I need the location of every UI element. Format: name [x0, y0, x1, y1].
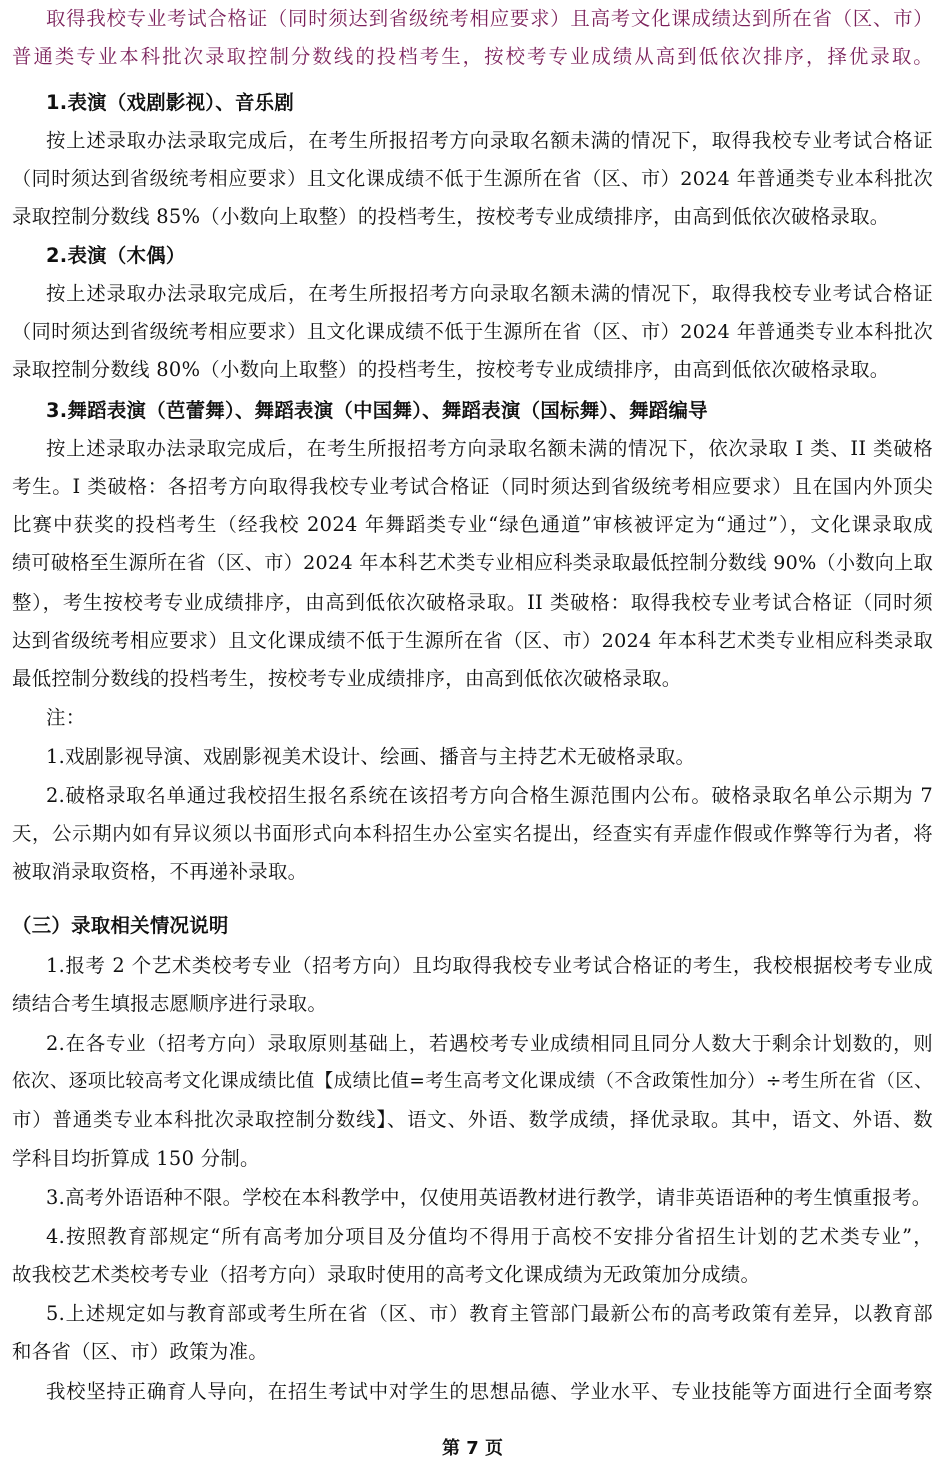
text-line: 取得我校专业考试合格证（同时须达到省级统考相应要求）且高考文化课成绩达到所在省（区、市）: [46, 7, 933, 30]
section-heading: 1.表演（戏剧影视）、音乐剧: [46, 91, 295, 114]
text-line: 最低控制分数线的投档考生，按校考专业成绩排序，由高到低依次破格录取。: [12, 667, 682, 690]
text-line: 学科目均折算成 150 分制。: [12, 1147, 260, 1170]
text-line: 和各省（区、市）政策为准。: [12, 1340, 268, 1363]
text-line: 绩可破格至生源所在省（区、市）2024 年本科艺术类专业相应科类录取最低控制分数线 90%（小数向上取: [12, 551, 933, 574]
text-line: 1.戏剧影视导演、戏剧影视美术设计、绘画、播音与主持艺术无破格录取。: [46, 745, 696, 768]
section-heading: 3.舞蹈表演（芭蕾舞）、舞蹈表演（中国舞）、舞蹈表演（国标舞）、舞蹈编导: [46, 399, 708, 422]
text-line: （同时须达到省级统考相应要求）且文化课成绩不低于生源所在省（区、市）2024 年普通类专业本科批次: [12, 167, 933, 190]
text-line: 我校坚持正确育人导向，在招生考试中对学生的思想品德、学业水平、专业技能等方面进行全面考察: [46, 1380, 933, 1403]
text-line: 录取控制分数线 80%（小数向上取整）的投档考生，按校考专业成绩排序，由高到低依次破格录取。: [12, 358, 890, 381]
text-line: 被取消录取资格，不再递补录取。: [12, 860, 308, 883]
text-line: 2.破格录取名单通过我校招生报名系统在该招考方向合格生源范围内公布。破格录取名单公示期为 7: [46, 784, 933, 807]
note-label: 注：: [46, 706, 86, 729]
text-line: 4.按照教育部规定“所有高考加分项目及分值均不得用于高校不安排分省招生计划的艺术类专业”，: [46, 1225, 933, 1248]
section-heading: 2.表演（木偶）: [46, 244, 186, 267]
text-line: 按上述录取办法录取完成后，在考生所报招考方向录取名额未满的情况下，依次录取 I 类、II 类破格: [46, 437, 933, 460]
text-line: 3.高考外语语种不限。学校在本科教学中，仅使用英语教材进行教学，请非英语语种的考生慎重报考。: [46, 1186, 932, 1209]
text-line: 市）普通类专业本科批次录取控制分数线】、语文、外语、数学成绩，择优录取。其中，语文、外语、数: [12, 1108, 933, 1131]
text-line: 绩结合考生填报志愿顺序进行录取。: [12, 992, 328, 1015]
text-line: 整），考生按校考专业成绩排序，由高到低依次破格录取。II 类破格：取得我校专业考试合格证（同时须: [12, 591, 933, 614]
text-line: 按上述录取办法录取完成后，在考生所报招考方向录取名额未满的情况下，取得我校专业考试合格证: [46, 282, 933, 305]
text-line: 2.在各专业（招考方向）录取原则基础上，若遇校考专业成绩相同且同分人数大于剩余计划数的，则: [46, 1032, 933, 1055]
text-line: 按上述录取办法录取完成后，在考生所报招考方向录取名额未满的情况下，取得我校专业考试合格证: [46, 129, 933, 152]
text-line: 达到省级统考相应要求）且文化课成绩不低于生源所在省（区、市）2024 年本科艺术类专业相应科类录取: [12, 629, 933, 652]
text-line: 5.上述规定如与教育部或考生所在省（区、市）教育主管部门最新公布的高考政策有差异，以教育部: [46, 1302, 933, 1325]
text-line: 普通类专业本科批次录取控制分数线的投档考生，按校考专业成绩从高到低依次排序，择优录取。: [12, 45, 933, 68]
text-line: （同时须达到省级统考相应要求）且文化课成绩不低于生源所在省（区、市）2024 年普通类专业本科批次: [12, 320, 933, 343]
section-title: （三）录取相关情况说明: [12, 914, 229, 937]
text-line: 考生。I 类破格：各招考方向取得我校专业考试合格证（同时须达到省级统考相应要求）且在国内外顶尖: [12, 475, 933, 498]
text-line: 依次、逐项比较高考文化课成绩比值【成绩比值=考生高考文化课成绩（不含政策性加分）÷考生所在省（区、: [12, 1071, 933, 1092]
text-line: 比赛中获奖的投档考生（经我校 2024 年舞蹈类专业“绿色通道”审核被评定为“通过”），文化课录取成: [12, 513, 933, 536]
text-line: 故我校艺术类校考专业（招考方向）录取时使用的高考文化课成绩为无政策加分成绩。: [12, 1263, 761, 1286]
text-line: 1.报考 2 个艺术类校考专业（招考方向）且均取得我校专业考试合格证的考生，我校根据校考专业成: [46, 954, 933, 977]
text-line: 录取控制分数线 85%（小数向上取整）的投档考生，按校考专业成绩排序，由高到低依次破格录取。: [12, 205, 890, 228]
text-line: 天，公示期内如有异议须以书面形式向本科招生办公室实名提出，经查实有弄虚作假或作弊等行为者，将: [12, 822, 933, 845]
page-number: 第 7 页: [441, 1438, 504, 1459]
